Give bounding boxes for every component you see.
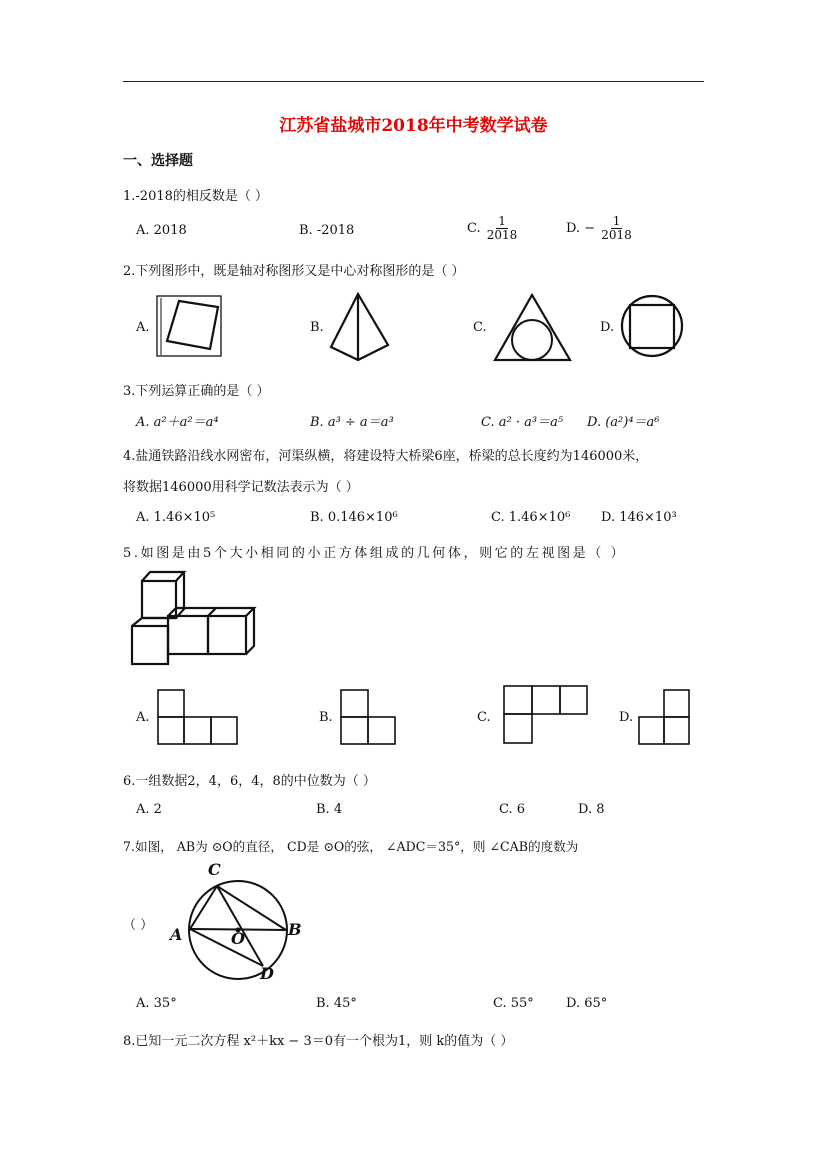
q4-option-b: B. 0.146×10⁶ xyxy=(310,510,398,525)
q1-d-denominator: 2018 xyxy=(601,228,632,242)
q2-option-d: D. xyxy=(600,320,615,335)
q1-option-c-fraction xyxy=(485,215,520,242)
q2-option-c: C. xyxy=(473,320,487,335)
q6-option-a: A. 2 xyxy=(136,802,162,817)
q1-d-numerator: 1 xyxy=(612,214,621,228)
q3-option-a: A. a²＋a²＝a⁴ xyxy=(136,415,219,430)
q7-label-a: A xyxy=(170,925,183,944)
q1-option-d-label: D. − xyxy=(566,221,596,236)
q1-option-a: A. 2018 xyxy=(136,223,187,238)
q7-option-d: D. 65° xyxy=(566,996,608,1011)
q7-label-c: C xyxy=(208,860,221,879)
q1-option-d-fraction xyxy=(599,215,634,242)
q2-figure-b xyxy=(328,292,394,362)
q5-option-a: A. xyxy=(136,710,150,725)
q1-option-c-label: C. xyxy=(467,221,481,236)
q5-figure-c xyxy=(502,684,590,746)
q7-label-b: B xyxy=(288,920,302,939)
section-heading: 一、选择题 xyxy=(123,153,193,169)
q5-figure-d xyxy=(637,688,693,748)
q4-option-c: C. 1.46×10⁶ xyxy=(491,510,571,525)
q5-solid-figure xyxy=(128,568,260,668)
q6-option-c: C. 6 xyxy=(499,802,526,817)
q7-stem: 7.如图， AB为 ⊙O的直径， CD是 ⊙O的弦， ∠ADC＝35°，则 ∠CAB的度数为 xyxy=(123,839,579,854)
q2-option-a: A. xyxy=(136,320,150,335)
q1-c-denominator: 2018 xyxy=(486,228,518,242)
q2-figure-d xyxy=(620,294,686,360)
q8-stem: 8.已知一元二次方程 x²＋kx − 3＝0有一个根为1，则 k的值为（ ） xyxy=(123,1034,514,1049)
q3-option-c: C. a² · a³＝a⁵ xyxy=(481,415,564,430)
header-rule xyxy=(123,81,704,82)
q6-option-b: B. 4 xyxy=(316,802,343,817)
q2-figure-a xyxy=(155,293,225,359)
q7-label-o: O xyxy=(231,929,245,948)
q7-blank: （ ） xyxy=(123,918,154,933)
q7-option-c: C. 55° xyxy=(493,996,534,1011)
q4-option-d: D. 146×10³ xyxy=(601,510,677,525)
q7-label-d: D xyxy=(260,964,274,983)
q6-option-d: D. 8 xyxy=(578,802,605,817)
q4-option-a: A. 1.46×10⁵ xyxy=(136,510,216,525)
q4-stem-line-1: 4.盐通铁路沿线水网密布，河渠纵横，将建设特大桥梁6座，桥梁的总长度约为146000米， xyxy=(123,449,649,464)
q1-stem: 1.-2018的相反数是（ ） xyxy=(123,189,269,204)
q5-figure-a xyxy=(156,688,240,748)
q7-option-b: B. 45° xyxy=(316,996,357,1011)
q3-option-b: B. a³ ÷ a＝a³ xyxy=(310,415,394,430)
q7-option-a: A. 35° xyxy=(136,996,177,1011)
q5-option-c: C. xyxy=(477,710,491,725)
q5-option-d: D. xyxy=(619,710,634,725)
q1-option-b: B. -2018 xyxy=(299,223,355,238)
q1-c-numerator: 1 xyxy=(498,214,506,228)
q2-stem: 2.下列图形中，既是轴对称图形又是中心对称图形的是（ ） xyxy=(123,264,465,279)
page-title: 江苏省盐城市2018年中考数学试卷 xyxy=(279,116,548,136)
q2-option-b: B. xyxy=(310,320,324,335)
q5-figure-b xyxy=(339,688,399,748)
q4-stem-line-2: 将数据146000用科学记数法表示为（ ） xyxy=(123,480,359,495)
q1-option-d xyxy=(566,215,634,242)
q3-option-d: D. (a²)⁴＝a⁶ xyxy=(587,415,660,430)
q5-stem: 5.如图是由5个大小相同的小正方体组成的几何体，则它的左视图是（ ） xyxy=(123,546,627,561)
q5-option-b: B. xyxy=(319,710,333,725)
q6-stem: 6.一组数据2，4，6，4，8的中位数为（ ） xyxy=(123,774,376,789)
q7-circle-figure xyxy=(168,860,308,984)
q3-stem: 3.下列运算正确的是（ ） xyxy=(123,384,270,399)
q1-option-c xyxy=(467,215,519,242)
q2-figure-c xyxy=(492,293,574,363)
